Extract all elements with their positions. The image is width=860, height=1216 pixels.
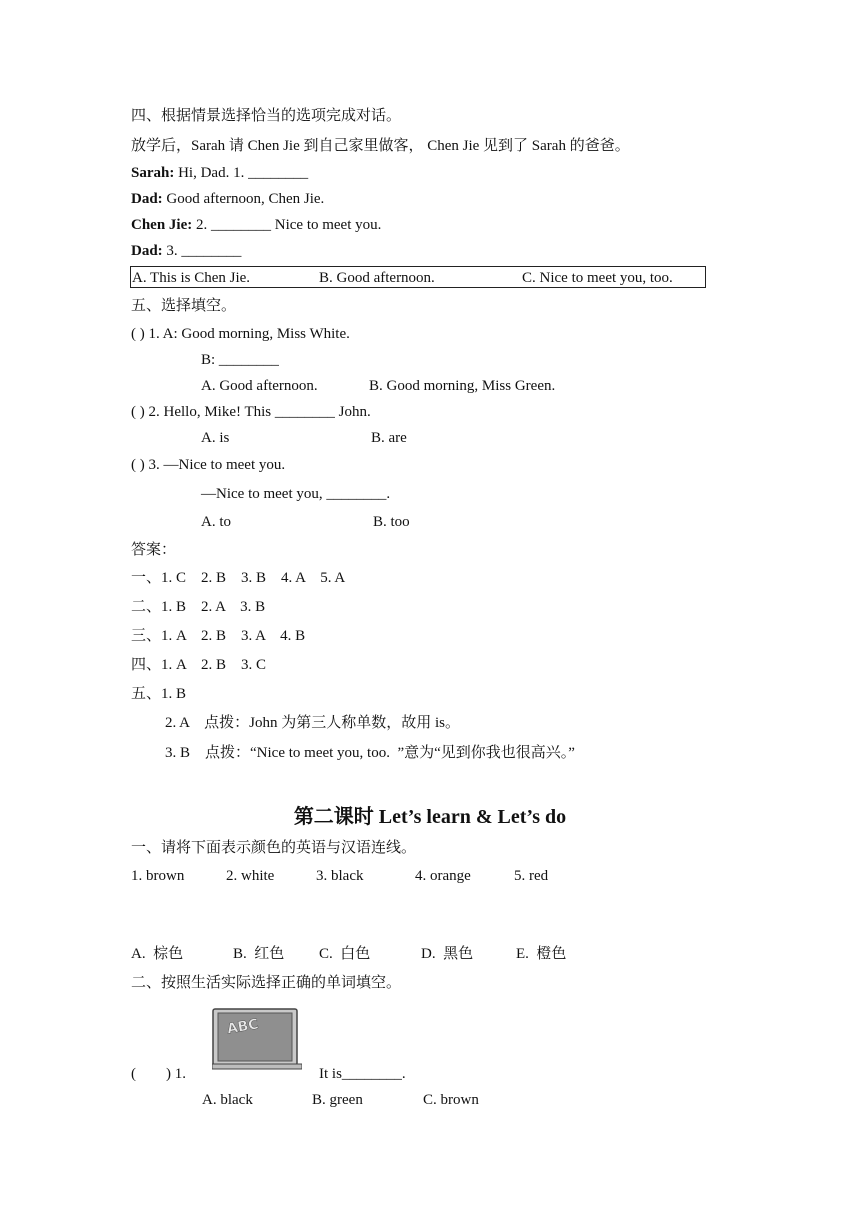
q3-option-a: A. to xyxy=(201,514,231,530)
chinese-word-e: E. 橙色 xyxy=(516,946,567,962)
english-word-3: 3. black xyxy=(316,868,364,884)
answer-line-5-3: 3. B 点拨：“Nice to meet you, too. ”意为“见到你我也很高兴。” xyxy=(165,745,575,761)
english-word-1: 1. brown xyxy=(131,868,185,884)
lesson-heading: 第二课时 Let’s learn & Let’s do xyxy=(293,806,567,828)
answers-title: 答案： xyxy=(131,542,177,558)
q1-stem: ( ) 1. A: Good morning, Miss White. xyxy=(131,326,350,342)
speaker: Dad: xyxy=(131,243,163,259)
chinese-word-d: D. 黑色 xyxy=(421,946,474,962)
q1-option-a: A. Good afternoon. xyxy=(201,378,318,394)
speaker: Sarah: xyxy=(131,165,175,181)
q1-option-b: B. Good morning, Miss Green. xyxy=(369,378,556,394)
q3-option-b: B. too xyxy=(373,514,410,530)
part2-option-b: B. green xyxy=(312,1092,363,1108)
speaker: Dad: xyxy=(131,191,163,207)
q1-line2: B: ________ xyxy=(201,352,279,368)
answer-line-3: 三、1. A 2. B 3. A 4. B xyxy=(131,628,306,644)
options-box xyxy=(130,266,706,288)
q2-option-b: B. are xyxy=(371,430,407,446)
option-c: C. Nice to meet you, too. xyxy=(522,270,673,286)
part2-option-c: C. brown xyxy=(423,1092,479,1108)
english-word-5: 5. red xyxy=(514,868,549,884)
answer-line-5: 五、1. B xyxy=(131,686,187,702)
part2-q1-number: ( ) 1. xyxy=(131,1066,186,1082)
section4-title: 四、根据情景选择恰当的选项完成对话。 xyxy=(131,108,402,124)
answer-line-5-2: 2. A 点拨：John 为第三人称单数，故用 is。 xyxy=(165,715,461,731)
dialogue-text: 3. ________ xyxy=(162,243,242,259)
dialogue-text: Good afternoon, Chen Jie. xyxy=(162,191,325,207)
english-word-4: 4. orange xyxy=(415,868,471,884)
answer-line-1: 一、1. C 2. B 3. B 4. A 5. A xyxy=(131,570,346,586)
chinese-word-a: A. 棕色 xyxy=(131,946,184,962)
option-b: B. Good afternoon. xyxy=(319,270,435,286)
q2-option-a: A. is xyxy=(201,430,230,446)
speaker: Chen Jie: xyxy=(131,217,193,233)
answer-line-2: 二、1. B 2. A 3. B xyxy=(131,599,266,615)
dialogue-line-3 xyxy=(131,215,381,235)
dialogue-line-4 xyxy=(131,241,241,261)
section4-scene: 放学后，Sarah 请 Chen Jie 到自己家里做客， Chen Jie 见到了 Sarah 的爸爸。 xyxy=(131,138,630,154)
option-a: A. This is Chen Jie. xyxy=(132,270,251,286)
part2-title: 二、按照生活实际选择正确的单词填空。 xyxy=(131,975,402,991)
answer-line-4: 四、1. A 2. B 3. C xyxy=(131,657,267,673)
dialogue-line-1 xyxy=(131,163,308,183)
q2-stem: ( ) 2. Hello, Mike! This ________ John. xyxy=(131,404,371,420)
english-word-2: 2. white xyxy=(226,868,275,884)
section5-title: 五、选择填空。 xyxy=(131,298,237,314)
part2-option-a: A. black xyxy=(202,1092,253,1108)
part2-q1-text: It is________. xyxy=(319,1066,406,1082)
dialogue-text: Hi, Dad. 1. ________ xyxy=(174,165,309,181)
q3-line2: —Nice to meet you, ________. xyxy=(201,486,391,502)
blackboard-image xyxy=(212,1008,302,1070)
chinese-word-c: C. 白色 xyxy=(319,946,371,962)
q3-stem: ( ) 3. —Nice to meet you. xyxy=(131,457,286,473)
board-text: ABC xyxy=(225,1016,260,1038)
chinese-word-b: B. 红色 xyxy=(233,946,285,962)
dialogue-text: 2. ________ Nice to meet you. xyxy=(192,217,382,233)
part1-title: 一、请将下面表示颜色的英语与汉语连线。 xyxy=(131,840,417,856)
dialogue-line-2 xyxy=(131,189,324,209)
